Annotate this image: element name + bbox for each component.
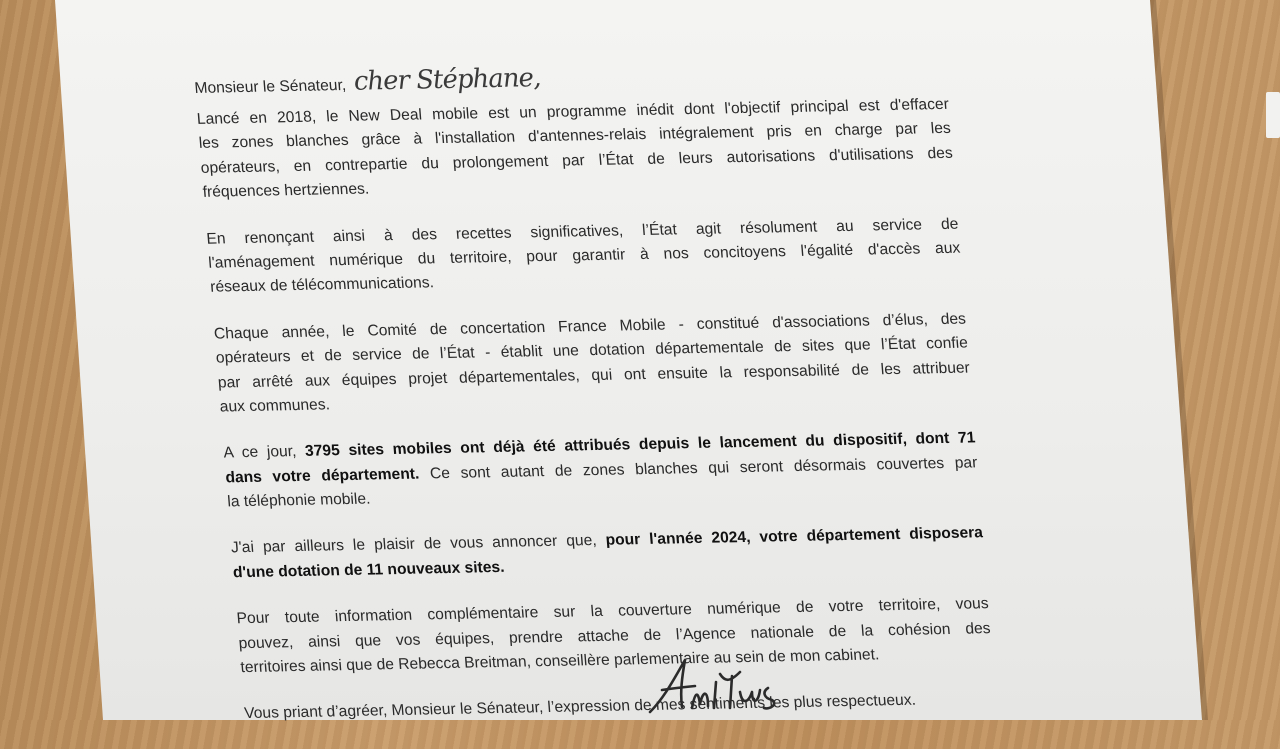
paper-scrap (1266, 92, 1280, 138)
text: les zones blanches grâce à l'installation d'antennes-relais intégralement pris en charge par les (198, 120, 952, 153)
text: A ce jour, (222, 443, 306, 462)
text: fréquences hertziennes. (202, 180, 370, 201)
text: l'aménagement numérique du territoire, pour garantir à nos concitoyens l'égalité d'accès aux (207, 239, 961, 272)
paragraph (223, 427, 981, 515)
paragraph (243, 687, 997, 726)
text: territoires ainsi que de Rebecca Breitman, conseillère parlementaire au sein de mon cabinet. (239, 646, 880, 677)
bold-text: 3795 sites mobiles ont déjà été attribués depuis le lancement du dispositif, dont 71 (304, 429, 977, 461)
paragraph (206, 212, 964, 300)
signature (640, 652, 800, 722)
bold-text: d'une dotation de 11 nouveaux sites. (232, 558, 506, 582)
letter-body (193, 55, 999, 749)
paragraph (236, 592, 994, 680)
text: En renonçant ainsi à des recettes significatives, l’État agit résolument au service de (205, 215, 959, 248)
text-line (243, 687, 997, 726)
paragraph (230, 522, 986, 586)
text: par arrêté aux équipes projet départementales, qui ont ensuite la responsabilité de les attribuer (217, 358, 971, 392)
paragraph (213, 307, 973, 420)
text: Chaque année, le Comité de concertation France Mobile - constitué d'associations d’élus, des (213, 310, 967, 343)
salutation: Monsieur le Sénateur, (193, 76, 347, 97)
bold-text: pour l'année 2024, votre département disposera (604, 524, 984, 550)
text: réseaux de télécommunications. (209, 274, 435, 297)
text: Vous priant d’agréer, Monsieur le Sénateur, l’expression de mes sentiments les plus respectueux. (243, 692, 917, 723)
text: la téléphonie mobile. (226, 490, 372, 511)
text: J'ai par ailleurs le plaisir de vous annoncer que, (230, 532, 607, 557)
text: Ce sont autant de zones blanches qui seront désormais couvertes par (418, 454, 978, 483)
handwritten-greeting: cher Stéphane, (352, 63, 542, 97)
text: aux communes. (219, 396, 331, 416)
text: Pour toute information complémentaire sur la couverture numérique de votre territoire, vous (236, 595, 990, 628)
text: opérateurs, en contrepartie du prolongement par l’État de leurs autorisations d'utilisations des (200, 144, 954, 177)
text: pouvez, ainsi que vos équipes, prendre attache de l’Agence nationale de la cohésion des (237, 619, 992, 652)
bold-text: dans votre département. (224, 465, 420, 487)
paragraph (196, 93, 956, 206)
text: Lancé en 2018, le New Deal mobile est un programme inédit dont l'objectif principal est d'effacer (196, 95, 950, 128)
paragraphs (196, 93, 997, 727)
text: opérateurs et de service de l’État - établit une dotation départementale de sites que l’État confie (215, 334, 969, 367)
